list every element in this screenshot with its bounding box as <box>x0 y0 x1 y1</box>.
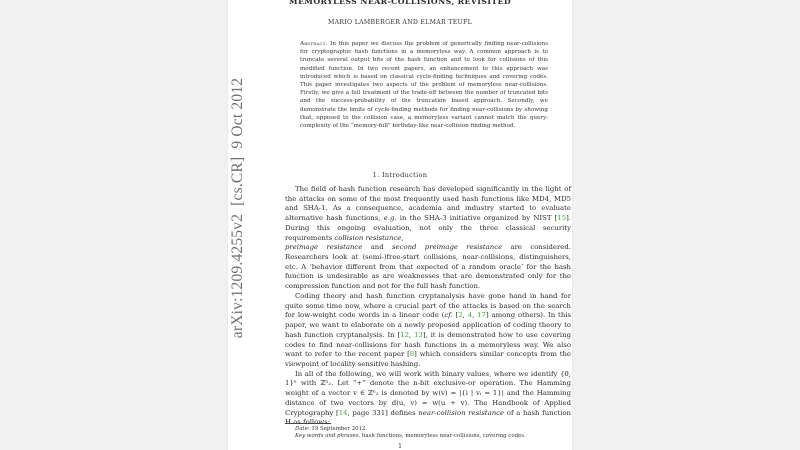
paper-page <box>228 0 572 450</box>
citation-link[interactable]: 14 <box>338 408 348 417</box>
body-text <box>285 185 571 428</box>
viewer-backdrop-right <box>572 0 800 450</box>
citation-link[interactable]: 12 <box>400 330 409 339</box>
paper-title: MEMORYLESS NEAR-COLLISIONS, REVISITED <box>288 0 512 6</box>
paragraph-2: Coding theory and hash function cryptanalysis have gone hand in hand for quite some time now, where a crucial part of the attacks is based on the search for low-weight code words in a linear code (cf. [2, 4, 17] among others). In this paper, we want to elaborate on a newly proposed application of coding theory to hash function cryptanalysis. In [12, 13], it is demonstrated how to use covering codes to find near-collisions for hash functions in a memoryless way. We also want to refer to the recent paper [8] which considers similar concepts from the viewpoint of locality sensitive hashing. <box>285 291 571 368</box>
section-heading: 1. Introduction <box>372 171 428 179</box>
paragraph-3: In all of the following, we will work with binary values, where we identify {0, 1}ⁿ with ℤⁿ₂. Let “+” denote the n-bit exclusive-or operation. The Hamming weight of a vector v ∈ ℤⁿ₂ is denoted by w(v) = |{i | vᵢ = 1}| and the Hamming distance of two vectors by d(u, v) = w(u + v). The Handbook of Applied Cryptography [14, page 331] defines near-collision resistance of a hash function H as follows: <box>285 369 571 427</box>
citation-link[interactable]: 4 <box>467 311 473 320</box>
paper-authors: MARIO LAMBERGER AND ELMAR TEUFL <box>327 19 473 26</box>
paragraph-1: The field of hash function research has developed significantly in the light of the attacks on some of the most frequently used hash functions like MD4, MD5 and SHA-1. As a consequence, academia and industry started to evaluate alternative hash functions, e.g. in the SHA-3 initiative organized by NIST [15]. During this ongoing evaluation, not only the three classical security requirements collision resistance, preimage resistance and second preimage resistance are considered. Researchers look at (semi-)free-start collisions, near-collisions, distinguishers, etc. A ‘behavior different from that expected of a random oracle’ for the hash function is undesirable as are weaknesses that are demonstrated only for the compression function and not for the full hash function. <box>285 185 571 291</box>
footnotes <box>285 426 571 441</box>
abstract <box>300 40 548 130</box>
arxiv-id: arXiv:1209.4255v2 <box>229 213 246 339</box>
citation-link[interactable]: 15 <box>557 214 567 223</box>
arxiv-stamp <box>229 70 247 338</box>
citation-link[interactable]: 8 <box>409 350 415 359</box>
arxiv-date: 9 Oct 2012 <box>229 77 246 149</box>
abstract-text: In this paper we discuss the problem of generically finding near-collisions for cryptographic hash functions in a memoryless way. A common approach is to truncate several output bits of the hash function and to look for collisions of this modified function. In two recent papers, an enhancement to this approach was introduced which is based on classical cycle-finding techniques and covering codes. This paper investigates two aspects of the problem of memoryless near-collisions. Firstly, we give a full treatment of the trade-off between the number of truncated bits and the success-probability of the truncation based approach. Secondly, we demonstrate the limits of cycle-finding methods for finding near-collisions by showing that, opposed to the collision case, a memoryless variant cannot match the query-complexity of the “memory-full” birthday-like near-collision finding method. <box>300 41 548 130</box>
footnote-rule <box>285 423 331 424</box>
footnote-keywords: Key words and phrases. hash functions, memoryless near-collisions, covering codes. <box>295 433 526 440</box>
arxiv-category: [cs.CR] <box>229 156 246 206</box>
footnote-date: Date: 19 September 2012. <box>295 426 368 432</box>
citation-link[interactable]: 17 <box>477 311 486 320</box>
citation-link[interactable]: 13 <box>414 330 423 339</box>
citation-link[interactable]: 2 <box>458 311 463 320</box>
viewer-backdrop-left <box>0 0 228 450</box>
abstract-label: Abstract. <box>300 41 328 47</box>
page-number: 1 <box>398 443 402 450</box>
